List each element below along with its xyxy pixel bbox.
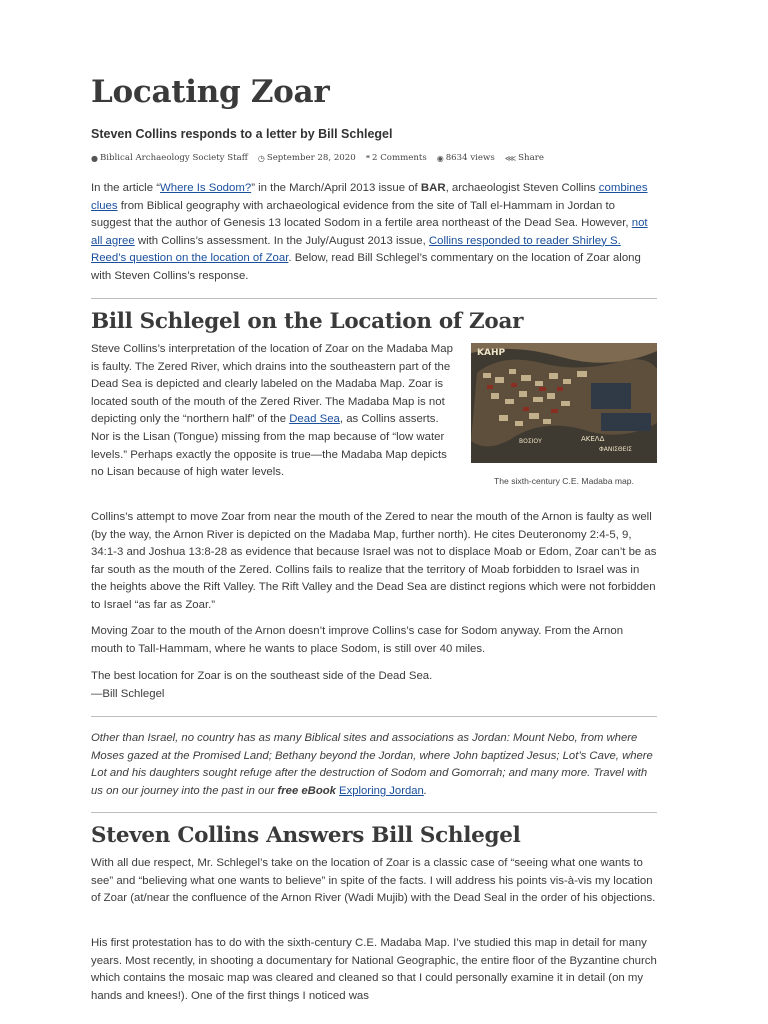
collins-paragraph-2: His first protestation has to do with the sixth-century C.E. Madaba Map. I’ve studied this map in detail for many years. Most recently, in shooting a documentary for National Geographic, the entire floor of the Byzantine church which contains the mosaic map was cleared and cleaned so that I could personally examine it in detail (on my hands and knees!). One of the first things I noticed was [91,937,657,1002]
share-button[interactable] [505,153,544,163]
bar-label: BAR [420,182,446,194]
svg-text:ΑΚΕΛΔ: ΑΚΕΛΔ [581,435,605,443]
section-heading-collins: Steven Collins Answers Bill Schlegel [91,823,521,848]
eye-icon: ◉ [436,153,444,163]
svg-text:ΦΑΝΙΣΘΕΙΣ: ΦΑΝΙΣΘΕΙΣ [599,446,632,453]
publish-date: September 28, 2020 [266,153,356,163]
article-subtitle: Steven Collins responds to a letter by Bill Schlegel [91,127,393,141]
user-icon: ● [91,153,98,163]
divider [91,716,657,717]
paragraph-text: Steve Collins’s interpretation of the location of Zoar on the Madaba Map is faulty. The Zered River, which drains into the southeastern part of the Dead Sea is depicted and clearly labeled on the Madaba Map. Zoar is located south of the mouth of the Zered River. The Madaba Map is not depicting only the “northern half” of the [91,343,453,426]
paragraph-text: The best location for Zoar is on the southeast side of the Dead Sea. [91,670,433,682]
intro-text: from Biblical geography with archaeological evidence from the site of Tall el-Hammam in Jordan to suggest that the author of Genesis 13 located Sodom in a fertile area northeast of the Dead Sea. However, [91,199,632,230]
link-dead-sea[interactable]: Dead Sea [289,413,340,426]
promo-text: Other than Israel, no country has as many Biblical sites and associations as Jordan: Mount Nebo, from where Moses gazed at the Promised Land; Bethany beyond the Jordan, where John baptized Jesus; Lot’s Cave, where Lot and his daughters sought refuge after the destruction of Sodom and Gomorrah; and many more. Travel with us on our journey into the past in our [91,732,653,797]
comments-icon: ❝ [365,153,370,163]
madaba-map-figure [471,343,657,486]
collins-paragraph-1: With all due respect, Mr. Schlegel’s take on the location of Zoar is a classic case of “seeing what one wants to see” and “believing what one wants to believe” in spite of the facts. I will address his points vis-à-vis my location of Zoar (at/near the confluence of the Arnon River (Wadi Mujib) with the Dead Seal in the order of his objections. [91,857,656,905]
meta-date [258,153,356,163]
meta-comments[interactable] [366,153,427,163]
comments-count[interactable]: 2 Comments [372,153,427,163]
link-exploring-jordan[interactable]: Exploring Jordan [339,784,424,797]
link-collins-responded[interactable]: Collins responded to reader Shirley S. Reed’s question on the location of Zoar [91,234,621,265]
meta-views [437,153,495,163]
divider [91,298,657,299]
intro-paragraph [91,180,657,286]
link-not-all-agree[interactable]: not all agree [91,217,648,247]
clock-icon: ◷ [257,153,265,163]
intro-text: with Collins’s assessment. In the July/August 2013 issue, [134,234,429,247]
section-heading-schlegel: Bill Schlegel on the Location of Zoar [91,309,524,334]
intro-text: In the article “ [91,182,161,194]
schlegel-paragraph-2: Collins’s attempt to move Zoar from near the mouth of the Zered to near the mouth of the Arnon is faulty as well (by the way, the Arnon River is depicted on the Madaba Map, further north). He cites Deuteronomy 2:4-5, 9, 34:1-3 and Joshua 13:8-28 as evidence that because Israel was not to displace Moab or Edom, Zoar can’t be as far south as the mouth of the Zered. Collins fails to realize that the territory of Moab forbidden to Israel was in the heights above the Rift Valley. The Rift Valley and the Dead Sea are distinct regions which were not forbidden to Israel “as far as Zoar.” [91,511,657,611]
promo-block [91,730,657,800]
meta-author[interactable] [91,153,248,163]
schlegel-paragraph-1 [91,341,459,482]
signature: —Bill Schlegel [91,687,165,700]
link-where-is-sodom[interactable]: Where Is Sodom? [160,182,252,194]
share-icon: ⋘ [504,153,517,163]
link-combines-clues[interactable]: combines clues [91,182,648,212]
paragraph-text: , as Collins asserts. Nor is the Lisan (Tongue) missing from the map because of “low water levels.” Perhaps exactly the opposite is true—the Madaba Map depicts no Lisan because of high water levels. [91,413,447,479]
schlegel-paragraph-4 [91,668,657,703]
madaba-map-image[interactable] [471,343,657,463]
page-title: Locating Zoar [91,74,330,110]
intro-text: ” in the March/April 2013 issue of [251,182,421,194]
promo-bold: free eBook [277,784,336,797]
svg-text:KAHP: KAHP [477,348,506,358]
intro-text: . Below, read Bill Schlegel’s commentary on the location of Zoar along with Steven Collins’s response. [91,252,641,282]
divider [91,812,657,813]
figure-caption: The sixth-century C.E. Madaba map. [494,476,634,486]
intro-text: , archaeologist Steven Collins [445,182,599,194]
svg-text:ΒΟΣΙΟΥ: ΒΟΣΙΟΥ [519,438,542,445]
article-meta [91,153,544,163]
promo-end: . [423,784,427,797]
views-count: 8634 views [445,153,495,163]
author-name[interactable]: Biblical Archaeology Society Staff [99,153,248,163]
schlegel-paragraph-3: Moving Zoar to the mouth of the Arnon doesn’t improve Collins’s case for Sodom anyway. From the Arnon mouth to Tall-Hammam, where he wants to place Sodom, is still over 40 miles. [91,625,624,655]
share-label[interactable]: Share [518,153,544,163]
